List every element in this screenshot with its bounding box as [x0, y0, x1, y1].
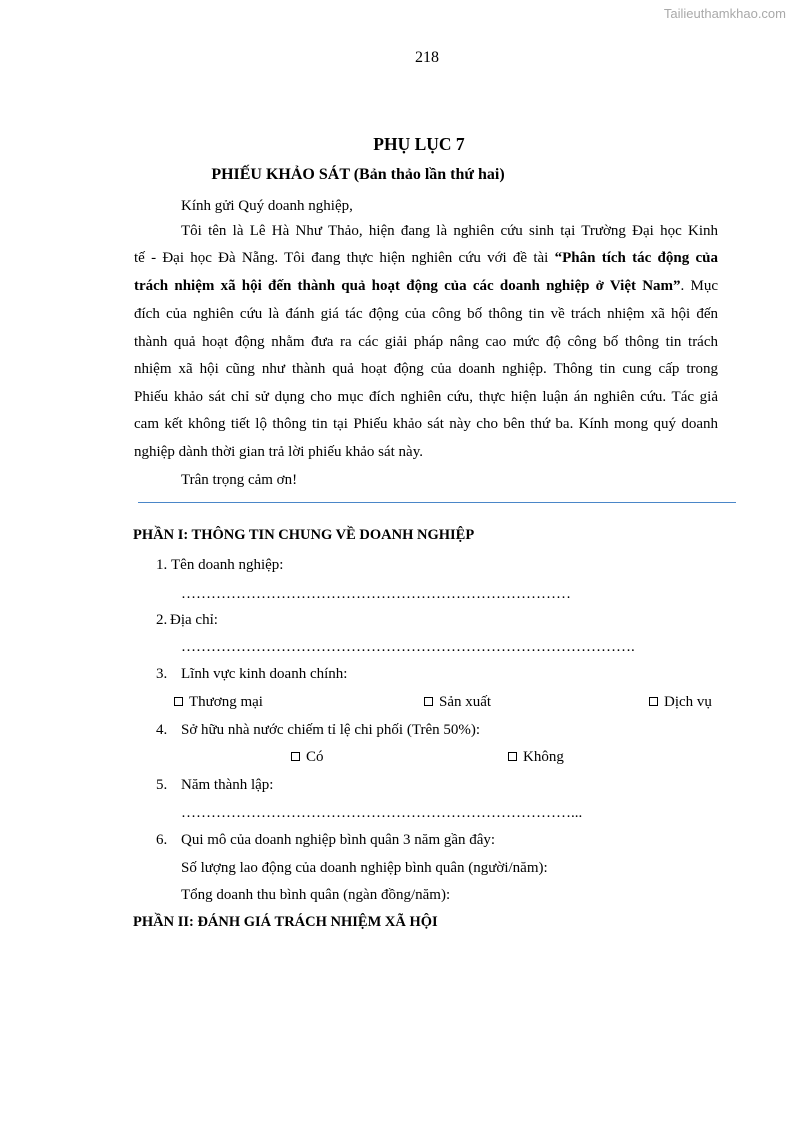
- divider: [138, 502, 736, 503]
- q5-answer-line[interactable]: ……………………………………………………………………...: [181, 805, 583, 821]
- appendix-title: PHỤ LỤC 7: [373, 134, 465, 154]
- section2-title: PHẦN II: ĐÁNH GIÁ TRÁCH NHIỆM XÃ HỘI: [133, 914, 438, 930]
- q3-option-services[interactable]: Dịch vụ: [649, 693, 712, 711]
- watermark: Tailieuthamkhao.com: [663, 6, 786, 21]
- q4-option-yes[interactable]: Có: [291, 748, 324, 766]
- q3-number: 3.: [156, 666, 168, 682]
- intro-line: Phiếu khảo sát chỉ sử dụng cho mục đích nghiên cứu, thực hiện luận án nghiên cứu. Tác giả: [134, 389, 718, 405]
- q6-label: Qui mô của doanh nghiệp bình quân 3 năm gần đây:: [181, 832, 496, 848]
- closing: Trân trọng cảm ơn!: [181, 472, 298, 488]
- section1-title: PHẦN I: THÔNG TIN CHUNG VỀ DOANH NGHIỆP: [133, 527, 475, 543]
- q1-answer-line[interactable]: ……………………………………………………………………: [181, 586, 571, 602]
- page-number: 218: [415, 49, 439, 66]
- q1-label: Tên doanh nghiệp:: [171, 557, 284, 573]
- checkbox-icon[interactable]: [649, 697, 658, 706]
- intro-line: trách nhiệm xã hội đến thành quả hoạt động của các doanh nghiệp ở Việt Nam”. Mục: [134, 278, 718, 294]
- intro-line: tế - Đại học Đà Nẵng. Tôi đang thực hiện nghiên cứu với đề tài “Phân tích tác động của: [134, 250, 718, 266]
- q2-answer-line[interactable]: ……………………………………………………………………………….: [181, 639, 635, 655]
- q6-number: 6.: [156, 832, 168, 848]
- q3-label: Lĩnh vực kinh doanh chính:: [181, 666, 348, 682]
- q5-number: 5.: [156, 777, 168, 793]
- q4-option-no[interactable]: Không: [508, 748, 564, 766]
- checkbox-icon[interactable]: [291, 752, 300, 761]
- checkbox-icon[interactable]: [174, 697, 183, 706]
- q6-revenue-label: Tổng doanh thu bình quân (ngàn đồng/năm):: [181, 887, 451, 903]
- q1-number: 1.: [156, 557, 168, 573]
- q2-label: Địa chỉ:: [170, 612, 218, 628]
- q5-label: Năm thành lập:: [181, 777, 274, 793]
- q4-number: 4.: [156, 722, 168, 738]
- intro-line: Tôi tên là Lê Hà Như Thảo, hiện đang là nghiên cứu sinh tại Trường Đại học Kinh: [181, 223, 718, 239]
- intro-line: nhiệm xã hội cũng như thành quả hoạt động của doanh nghiệp. Thông tin cung cấp trong: [134, 361, 718, 377]
- form-title: PHIẾU KHẢO SÁT (Bản thảo lần thứ hai): [211, 166, 505, 183]
- intro-line: đích của nghiên cứu là đánh giá tác động của công bố thông tin về trách nhiệm xã hội đến: [134, 306, 718, 322]
- intro-line: cam kết không tiết lộ thông tin tại Phiếu khảo sát này cho bên thứ ba. Kính mong quý doanh: [134, 416, 718, 432]
- checkbox-icon[interactable]: [508, 752, 517, 761]
- greeting: Kính gửi Quý doanh nghiệp,: [181, 198, 353, 214]
- q2-number: 2.: [156, 612, 168, 628]
- q6-employees-label: Số lượng lao động của doanh nghiệp bình quân (người/năm):: [181, 860, 548, 876]
- checkbox-icon[interactable]: [424, 697, 433, 706]
- q4-label: Sở hữu nhà nước chiếm tỉ lệ chi phối (Trên 50%):: [181, 722, 481, 738]
- intro-line: nghiệp dành thời gian trả lời phiếu khảo sát này.: [134, 444, 423, 460]
- q3-option-manufacturing[interactable]: Sản xuất: [424, 693, 491, 711]
- q3-option-trade[interactable]: Thương mại: [174, 693, 263, 711]
- intro-line: thành quả hoạt động nhằm đưa ra các giải pháp nâng cao mức độ công bố thông tin trách: [134, 334, 718, 350]
